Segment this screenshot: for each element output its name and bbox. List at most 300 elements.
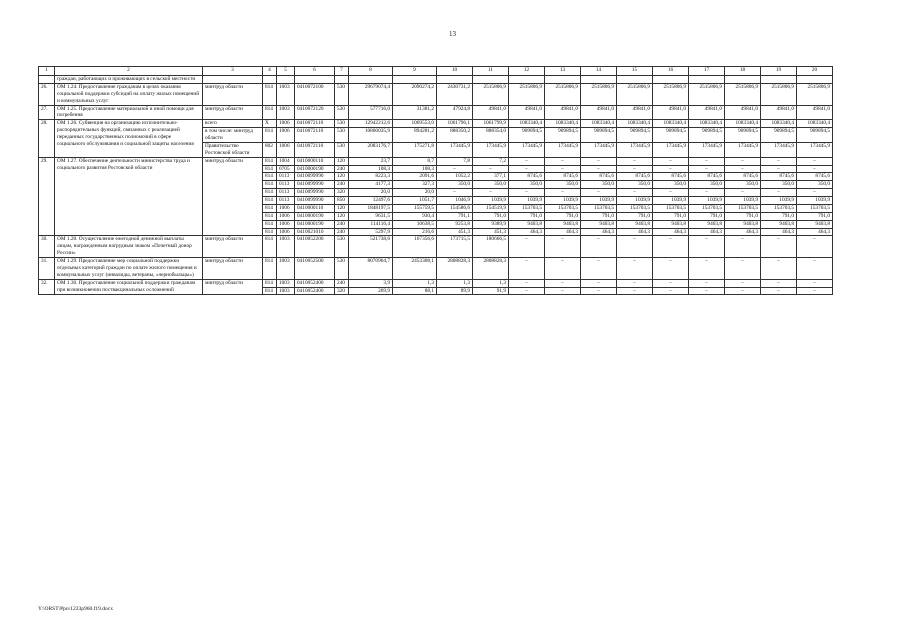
- value-cell: 7,8: [437, 157, 473, 165]
- value-cell: 464,3: [509, 228, 545, 236]
- value-cell: –: [617, 236, 653, 258]
- value-cell: 1039,9: [761, 197, 797, 205]
- value-cell: [393, 76, 437, 84]
- value-cell: 173445,9: [617, 142, 653, 157]
- value-cell: 1083340,4: [797, 120, 833, 128]
- value-cell: 1039,9: [689, 197, 725, 205]
- value-cell: 173445,9: [509, 142, 545, 157]
- value-cell: 377,1: [473, 173, 509, 181]
- value-cell: 10638,5: [393, 220, 437, 228]
- value-cell: 791,0: [725, 212, 761, 220]
- value-cell: –: [689, 189, 725, 197]
- value-cell: –: [509, 157, 545, 165]
- value-cell: 530: [335, 258, 349, 280]
- value-cell: 9403,8: [689, 220, 725, 228]
- value-cell: 47924,8: [437, 105, 473, 120]
- measure-name: ОМ 1.27. Обеспечение деятельности министерства труда и социального развития Ростовской области: [55, 157, 203, 236]
- value-cell: –: [545, 236, 581, 258]
- column-number: 5: [277, 67, 295, 76]
- value-cell: 791,0: [797, 212, 833, 220]
- value-cell: 909894,5: [509, 128, 545, 143]
- value-cell: 0410099990: [295, 189, 335, 197]
- value-cell: –: [689, 165, 725, 173]
- value-cell: 814: [263, 236, 277, 258]
- value-cell: 530: [335, 105, 349, 120]
- value-cell: 1003: [277, 83, 295, 105]
- value-cell: 8745,6: [725, 173, 761, 181]
- value-cell: 8745,6: [617, 173, 653, 181]
- value-cell: 350,0: [653, 181, 689, 189]
- value-cell: 9403,8: [725, 220, 761, 228]
- value-cell: 909894,5: [545, 128, 581, 143]
- value-cell: 327,3: [393, 181, 437, 189]
- value-cell: 1006: [277, 128, 295, 143]
- value-cell: 154519,9: [473, 204, 509, 212]
- executor: [203, 76, 263, 84]
- value-cell: 3,9: [349, 279, 393, 287]
- value-cell: 9389,9: [473, 220, 509, 228]
- value-cell: 173445,9: [725, 142, 761, 157]
- value-cell: 8745,6: [545, 173, 581, 181]
- value-cell: 1006: [277, 220, 295, 228]
- value-cell: 31381,2: [393, 105, 437, 120]
- value-cell: –: [473, 165, 509, 173]
- value-cell: –: [545, 165, 581, 173]
- column-number: 16: [653, 67, 689, 76]
- value-cell: 0410000190: [295, 212, 335, 220]
- value-cell: [653, 76, 689, 84]
- value-cell: –: [725, 157, 761, 165]
- table-row: [39, 105, 833, 120]
- value-cell: 2515806,9: [509, 83, 545, 105]
- executor: минтруд области: [203, 258, 263, 280]
- row-number: [39, 76, 55, 84]
- value-cell: 153703,5: [581, 204, 617, 212]
- value-cell: 173445,9: [761, 142, 797, 157]
- value-cell: 909894,5: [689, 128, 725, 143]
- value-cell: 350,0: [437, 181, 473, 189]
- value-cell: [797, 76, 833, 84]
- value-cell: 350,0: [761, 181, 797, 189]
- value-cell: 1006: [277, 142, 295, 157]
- value-cell: –: [581, 236, 617, 258]
- column-number: 18: [725, 67, 761, 76]
- value-cell: 814: [263, 279, 277, 287]
- value-cell: 814: [263, 204, 277, 212]
- value-cell: 814: [263, 212, 277, 220]
- value-cell: 814: [263, 165, 277, 173]
- value-cell: –: [617, 189, 653, 197]
- value-cell: 350,0: [581, 181, 617, 189]
- value-cell: 8745,6: [797, 173, 833, 181]
- value-cell: 1083340,4: [509, 120, 545, 128]
- value-cell: 9403,8: [653, 220, 689, 228]
- value-cell: –: [581, 258, 617, 280]
- value-cell: 909894,5: [797, 128, 833, 143]
- value-cell: 175271,8: [393, 142, 437, 157]
- value-cell: –: [689, 279, 725, 287]
- value-cell: 909894,5: [581, 128, 617, 143]
- value-cell: 108,3: [349, 165, 393, 173]
- value-cell: 240: [335, 228, 349, 236]
- value-cell: 0113: [277, 189, 295, 197]
- value-cell: 216,6: [393, 228, 437, 236]
- value-cell: 464,3: [545, 228, 581, 236]
- value-cell: 240: [335, 165, 349, 173]
- value-cell: 791,1: [437, 212, 473, 220]
- column-number: 13: [545, 67, 581, 76]
- value-cell: [689, 76, 725, 84]
- value-cell: 108,3: [393, 165, 437, 173]
- value-cell: –: [617, 279, 653, 287]
- value-cell: 0410072110: [295, 142, 335, 157]
- executor: минтруд области: [203, 157, 263, 236]
- row-number: 30.: [39, 236, 55, 258]
- value-cell: 0410000190: [295, 220, 335, 228]
- executor: Правительство Ростовской области: [203, 142, 263, 157]
- row-number: 31.: [39, 258, 55, 280]
- row-number: 26.: [39, 83, 55, 105]
- value-cell: 888350,2: [437, 128, 473, 143]
- value-cell: 1083340,4: [545, 120, 581, 128]
- value-cell: 2515806,9: [689, 83, 725, 105]
- value-cell: 814: [263, 128, 277, 143]
- value-cell: 1003: [277, 236, 295, 258]
- value-cell: 0410000110: [295, 204, 335, 212]
- value-cell: 0410000110: [295, 157, 335, 165]
- value-cell: 350,0: [797, 181, 833, 189]
- value-cell: 120: [335, 173, 349, 181]
- value-cell: 888354,0: [473, 128, 509, 143]
- value-cell: –: [545, 279, 581, 287]
- value-cell: 173445,9: [545, 142, 581, 157]
- value-cell: 173715,5: [437, 236, 473, 258]
- value-cell: –: [797, 157, 833, 165]
- value-cell: 4177,3: [349, 181, 393, 189]
- value-cell: 153703,5: [545, 204, 581, 212]
- value-cell: 350,0: [617, 181, 653, 189]
- value-cell: [725, 76, 761, 84]
- value-cell: 1,3: [393, 279, 437, 287]
- table-row: [39, 236, 833, 258]
- value-cell: 350,0: [725, 181, 761, 189]
- value-cell: 1051,7: [393, 197, 437, 205]
- value-cell: –: [797, 236, 833, 258]
- value-cell: –: [653, 189, 689, 197]
- value-cell: [349, 76, 393, 84]
- value-cell: 153703,5: [653, 204, 689, 212]
- value-cell: 0410052500: [295, 258, 335, 280]
- value-cell: 464,3: [653, 228, 689, 236]
- executor: минтруд области: [203, 279, 263, 295]
- value-cell: 814: [263, 181, 277, 189]
- file-path-footer: Y:\ORST\Ppo\1223p960.f19.docx: [38, 606, 113, 612]
- value-cell: 49841,0: [653, 105, 689, 120]
- value-cell: 49841,0: [617, 105, 653, 120]
- value-cell: 2515806,9: [581, 83, 617, 105]
- value-cell: [335, 76, 349, 84]
- value-cell: 577716,0: [349, 105, 393, 120]
- value-cell: 1052,2: [437, 173, 473, 181]
- value-cell: 9403,8: [509, 220, 545, 228]
- measure-name: граждан, работающих и проживающих в сельской местности: [55, 76, 203, 84]
- value-cell: 0410072110: [295, 120, 335, 128]
- row-number: 29.: [39, 157, 55, 236]
- value-cell: –: [725, 279, 761, 287]
- value-cell: 120: [335, 212, 349, 220]
- value-cell: –: [653, 279, 689, 287]
- value-cell: 350,0: [509, 181, 545, 189]
- value-cell: –: [509, 236, 545, 258]
- value-cell: 1039,9: [473, 197, 509, 205]
- value-cell: [277, 76, 295, 84]
- value-cell: –: [509, 279, 545, 287]
- value-cell: 1083340,4: [689, 120, 725, 128]
- value-cell: –: [689, 236, 725, 258]
- value-cell: –: [617, 287, 653, 295]
- column-number: 8: [349, 67, 393, 76]
- column-number: 19: [761, 67, 797, 76]
- value-cell: 814: [263, 197, 277, 205]
- value-cell: 1003: [277, 105, 295, 120]
- value-cell: 0410021010: [295, 228, 335, 236]
- value-cell: 173445,9: [797, 142, 833, 157]
- value-cell: –: [689, 157, 725, 165]
- value-cell: –: [581, 157, 617, 165]
- value-cell: 240: [335, 220, 349, 228]
- executor: минтруд области: [203, 236, 263, 258]
- value-cell: –: [437, 165, 473, 173]
- value-cell: 10860035,9: [349, 128, 393, 143]
- value-cell: 49841,0: [581, 105, 617, 120]
- value-cell: [581, 76, 617, 84]
- value-cell: 350,0: [689, 181, 725, 189]
- measure-name: ОМ 1.30. Предоставление социальной поддержки гражданам при возникновении поствакцинальных осложнений: [55, 279, 203, 295]
- value-cell: 2090274,2: [393, 83, 437, 105]
- value-cell: –: [653, 236, 689, 258]
- value-cell: 930,4: [393, 212, 437, 220]
- value-cell: [437, 76, 473, 84]
- value-cell: [473, 76, 509, 84]
- column-number: 1: [39, 67, 55, 76]
- value-cell: 1083340,4: [581, 120, 617, 128]
- value-cell: –: [509, 287, 545, 295]
- value-cell: 0113: [277, 173, 295, 181]
- value-cell: –: [725, 189, 761, 197]
- column-number: 17: [689, 67, 725, 76]
- value-cell: –: [473, 189, 509, 197]
- value-cell: 1039,9: [617, 197, 653, 205]
- measure-name: ОМ 1.29. Предоставление мер социальной поддержки отдельных категорий граждан по оплате жилого помещения и коммунальных услуг (инвалиды, ветераны, «чернобыльцы»): [55, 258, 203, 280]
- column-number: 11: [473, 67, 509, 76]
- value-cell: 49841,0: [797, 105, 833, 120]
- value-cell: 530: [335, 142, 349, 157]
- value-cell: 814: [263, 83, 277, 105]
- measure-name: ОМ 1.24. Предоставление гражданам в целях оказания социальной поддержки субсидий на оплату жилых помещений и коммунальных услуг: [55, 83, 203, 105]
- column-number: 7: [335, 67, 349, 76]
- value-cell: 2515806,9: [725, 83, 761, 105]
- value-cell: –: [797, 165, 833, 173]
- column-number: 15: [617, 67, 653, 76]
- column-number: 10: [437, 67, 473, 76]
- value-cell: 530: [335, 83, 349, 105]
- row-number: 32.: [39, 279, 55, 295]
- value-cell: 350,0: [473, 181, 509, 189]
- value-cell: 153703,5: [689, 204, 725, 212]
- value-cell: –: [725, 236, 761, 258]
- value-cell: 173445,9: [437, 142, 473, 157]
- table-row: [39, 83, 833, 105]
- column-number: 6: [295, 67, 335, 76]
- value-cell: 1039,9: [581, 197, 617, 205]
- executor: минтруд области: [203, 105, 263, 120]
- value-cell: 0410099990: [295, 173, 335, 181]
- value-cell: 2808828,3: [437, 258, 473, 280]
- value-cell: 120: [335, 157, 349, 165]
- value-cell: 88,1: [393, 287, 437, 295]
- value-cell: 0410072110: [295, 128, 335, 143]
- value-cell: 20,0: [349, 189, 393, 197]
- budget-table: [38, 66, 833, 295]
- value-cell: –: [653, 157, 689, 165]
- value-cell: –: [581, 287, 617, 295]
- value-cell: 1006: [277, 212, 295, 220]
- column-number: 3: [203, 67, 263, 76]
- value-cell: 1061799,9: [473, 120, 509, 128]
- value-cell: 155759,5: [393, 204, 437, 212]
- column-number: 14: [581, 67, 617, 76]
- column-number: 2: [55, 67, 203, 76]
- value-cell: 9403,8: [581, 220, 617, 228]
- value-cell: 269,9: [349, 287, 393, 295]
- column-number: 12: [509, 67, 545, 76]
- value-cell: 9403,8: [797, 220, 833, 228]
- value-cell: –: [689, 258, 725, 280]
- value-cell: –: [725, 258, 761, 280]
- value-cell: 12942212,6: [349, 120, 393, 128]
- value-cell: –: [653, 287, 689, 295]
- value-cell: Х: [263, 120, 277, 128]
- value-cell: –: [581, 279, 617, 287]
- value-cell: 153703,5: [509, 204, 545, 212]
- value-cell: 464,3: [581, 228, 617, 236]
- value-cell: 23,7: [349, 157, 393, 165]
- value-cell: 114116,4: [349, 220, 393, 228]
- value-cell: 0410052400: [295, 287, 335, 295]
- value-cell: 791,0: [509, 212, 545, 220]
- value-cell: 350,0: [545, 181, 581, 189]
- value-cell: 464,3: [761, 228, 797, 236]
- value-cell: 153703,5: [725, 204, 761, 212]
- value-cell: 1003: [277, 258, 295, 280]
- value-cell: –: [437, 189, 473, 197]
- value-cell: 1003: [277, 279, 295, 287]
- value-cell: –: [761, 258, 797, 280]
- value-cell: 0410099990: [295, 197, 335, 205]
- value-cell: 521738,6: [349, 236, 393, 258]
- value-cell: 0410072100: [295, 83, 335, 105]
- value-cell: 1046,9: [437, 197, 473, 205]
- value-cell: 464,3: [689, 228, 725, 236]
- value-cell: 0410000190: [295, 165, 335, 173]
- value-cell: 1006: [277, 228, 295, 236]
- executor: всего: [203, 120, 263, 128]
- value-cell: 464,3: [617, 228, 653, 236]
- value-cell: 1083340,4: [725, 120, 761, 128]
- value-cell: 240: [335, 279, 349, 287]
- value-cell: 850: [335, 197, 349, 205]
- value-cell: 1003: [277, 287, 295, 295]
- value-cell: 1039,9: [797, 197, 833, 205]
- value-cell: 2515806,9: [617, 83, 653, 105]
- value-cell: 530: [335, 236, 349, 258]
- value-cell: –: [797, 287, 833, 295]
- value-cell: 791,0: [545, 212, 581, 220]
- column-number: 4: [263, 67, 277, 76]
- value-cell: –: [545, 287, 581, 295]
- table-row: [39, 120, 833, 128]
- value-cell: –: [653, 258, 689, 280]
- value-cell: 2515806,9: [653, 83, 689, 105]
- value-cell: 1039,9: [653, 197, 689, 205]
- value-cell: –: [797, 258, 833, 280]
- value-cell: 9253,8: [437, 220, 473, 228]
- value-cell: 7,2: [473, 157, 509, 165]
- value-cell: –: [797, 189, 833, 197]
- value-cell: 791,0: [581, 212, 617, 220]
- value-cell: 791,0: [473, 212, 509, 220]
- value-cell: [545, 76, 581, 84]
- value-cell: 791,0: [761, 212, 797, 220]
- value-cell: 814: [263, 287, 277, 295]
- value-cell: 20,0: [393, 189, 437, 197]
- value-cell: 814: [263, 189, 277, 197]
- value-cell: 0113: [277, 181, 295, 189]
- value-cell: 464,3: [797, 228, 833, 236]
- value-cell: 1083340,4: [653, 120, 689, 128]
- table-row: [39, 157, 833, 165]
- value-cell: 8745,6: [653, 173, 689, 181]
- value-cell: 320: [335, 287, 349, 295]
- value-cell: 909894,5: [725, 128, 761, 143]
- value-cell: –: [761, 157, 797, 165]
- value-cell: 8745,6: [509, 173, 545, 181]
- value-cell: 814: [263, 220, 277, 228]
- value-cell: –: [761, 287, 797, 295]
- value-cell: 0410052400: [295, 279, 335, 287]
- value-cell: –: [725, 287, 761, 295]
- value-cell: –: [617, 258, 653, 280]
- value-cell: 49841,0: [545, 105, 581, 120]
- value-cell: 1,3: [437, 279, 473, 287]
- executor: в том числе: минтруд области: [203, 128, 263, 143]
- value-cell: 154586,6: [437, 204, 473, 212]
- value-cell: 1006: [277, 204, 295, 212]
- value-cell: 9403,8: [617, 220, 653, 228]
- value-cell: 1083340,4: [617, 120, 653, 128]
- value-cell: 1004: [277, 157, 295, 165]
- row-number: 28.: [39, 120, 55, 157]
- value-cell: 49841,0: [761, 105, 797, 120]
- value-cell: 802: [263, 142, 277, 157]
- value-cell: 240: [335, 181, 349, 189]
- measure-name: ОМ 1.28. Осуществление ежегодной денежной выплаты лицам, награжденным нагрудным знаком «Почетный донор России»: [55, 236, 203, 258]
- value-cell: 814: [263, 258, 277, 280]
- column-number: 9: [393, 67, 437, 76]
- value-cell: –: [545, 157, 581, 165]
- value-cell: 89,9: [437, 287, 473, 295]
- value-cell: –: [797, 279, 833, 287]
